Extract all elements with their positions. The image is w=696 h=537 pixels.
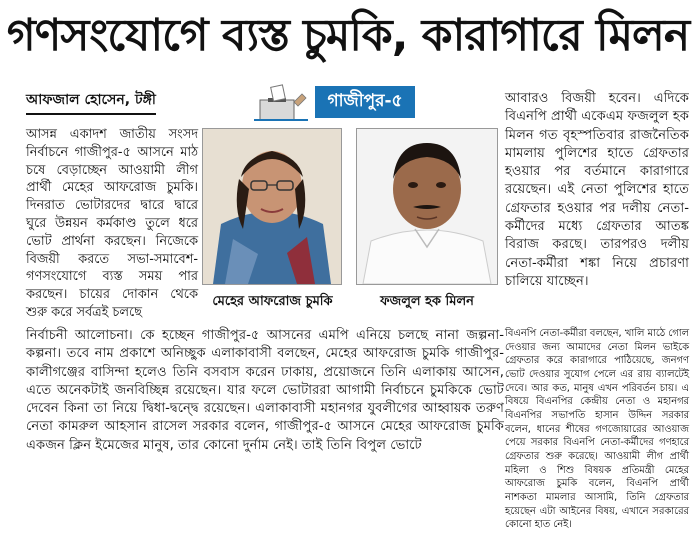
column-3 [505, 90, 689, 291]
column-1-text: আসন্ন একাদশ জাতীয় সংসদ নির্বাচনে গাজীপুর-৫ আসনে মাঠ চষে বেড়াচ্ছেন আওয়ামী লীগ প্রার্থী মেহের আফরোজ চুমকি। দিনরাত ভোটারদের দ্বারে দ্বারে ঘুরে উন্নয়ন কর্মকাণ্ড তুলে ধরে ভোট প্রার্থনা করছেন। নিজেকে বিজয়ী করতে সভা-সমাবেশ-গণসংযোগে ব্যস্ত সময় পার করছেন। চায়ের দোকান থেকে শুরু করে সর্বত্রই চলছে [26, 127, 198, 320]
column-1 [26, 126, 198, 322]
bottom-left-text: নির্বাচনী আলোচনা। কে হচ্ছেন গাজীপুর-৫ আসনের এমপি এনিয়ে চলছে নানা জল্পনা-কল্পনা। তবে নাম প্রকাশে অনিচ্ছুক এলাকাবাসী বলছেন, মেহের আফরোজ চুমকি গাজীপুর-কালীগঞ্জের বাসিন্দা হলেও তিনি বসবাস করেন ঢাকায়, প্রয়োজনে তিনি এলাকায় আসেন, এতে অনেকটাই জনবিচ্ছিন্ন রয়েছেন। যার ফলে ভোটাররা আগামী নির্বাচনে চুমকিকে ভোট দেবেন কিনা তা নিয়ে দ্বিধা-দ্বন্দ্বে রয়েছেন। এলাকাবাসী মহানগর যুবলীগের আহ্বায়ক তরুণ নেতা কামরুল আহসান রাসেল সরকার বলেন, গাজীপুর-৫ আসনে মেহের আফরোজ চুমকি একজন ক্লিন ইমেজের মানুষ, তার কোনো দুর্নাম নেই। তাই তিনি বিপুল ভোটে [26, 328, 504, 453]
headline: গণসংযোগে ব্যস্ত চুমকি, কারাগারে মিলন [6, 9, 690, 61]
ballot-box-icon [250, 84, 310, 122]
photo-meher-afroz-chumki [202, 128, 342, 285]
bottom-left-block [26, 327, 504, 455]
photo-fazlul-haque-milon [356, 128, 498, 285]
column-3-text: আবারও বিজয়ী হবেন। এদিকে বিএনপি প্রার্থী একেএম ফজলুল হক মিলন গত বৃহস্পতিবার রাজনৈতিক মামলায় পুলিশের হাতে গ্রেফতার হওয়ার পর বর্তমানে কারাগারে রয়েছেন। এই নেতা পুলিশের হাতে গ্রেফতার হওয়ার পর দলীয় নেতা-কর্মীদের মধ্যে গ্রেফতার আতঙ্ক বিরাজ করছে। তারপরও দলীয় নেতা-কর্মীরা শঙ্কা নিয়ে প্রচারণা চালিয়ে যাচ্ছেন। [505, 91, 689, 289]
portrait-man-icon [357, 129, 497, 284]
bottom-right-block [505, 327, 689, 532]
bottom-right-text: বিএনপি নেতা-কর্মীরা বলছেন, খালি মাঠে গোল দেওয়ার জন্য আমাদের নেতা মিলন ভাইকে গ্রেফতার করে কারাগারে পাঠিয়েছে, জনগণ ভোট দেওয়ার সুযোগ পেলে এর রায় ব্যালটেই দেবে। আর কত, মানুষ এখন পরিবর্তন চায়। এ বিষয়ে বিএনপির কেন্দ্রীয় নেতা ও মহানগর বিএনপির সভাপতি হাসান উদ্দিন সরকার বলেন, ধানের শীষের গণজোয়ারের আওয়াজ পেয়ে সরকার বিএনপি নেতা-কর্মীদের গণহারে গ্রেফতার শুরু করেছে। আওয়ামী লীগ প্রার্থী মহিলা ও শিশু বিষয়ক প্রতিমন্ত্রী মেহের আফরোজ চুমকি বলেন, বিএনপি প্রার্থী নাশকতা মামলার আসামি, তিনি গ্রেফতার হয়েছেন এটা আইনের বিষয়, এখানে সরকারের কোনো হাত নেই। [505, 328, 689, 531]
section-banner: গাজীপুর-৫ [315, 86, 415, 118]
byline: আফজাল হোসেন, টঙ্গী [26, 88, 156, 115]
portrait-woman-icon [203, 129, 341, 284]
photo-caption-right: ফজলুল হক মিলন [380, 294, 474, 309]
photo-caption-left: মেহের আফরোজ চুমকি [212, 294, 333, 309]
